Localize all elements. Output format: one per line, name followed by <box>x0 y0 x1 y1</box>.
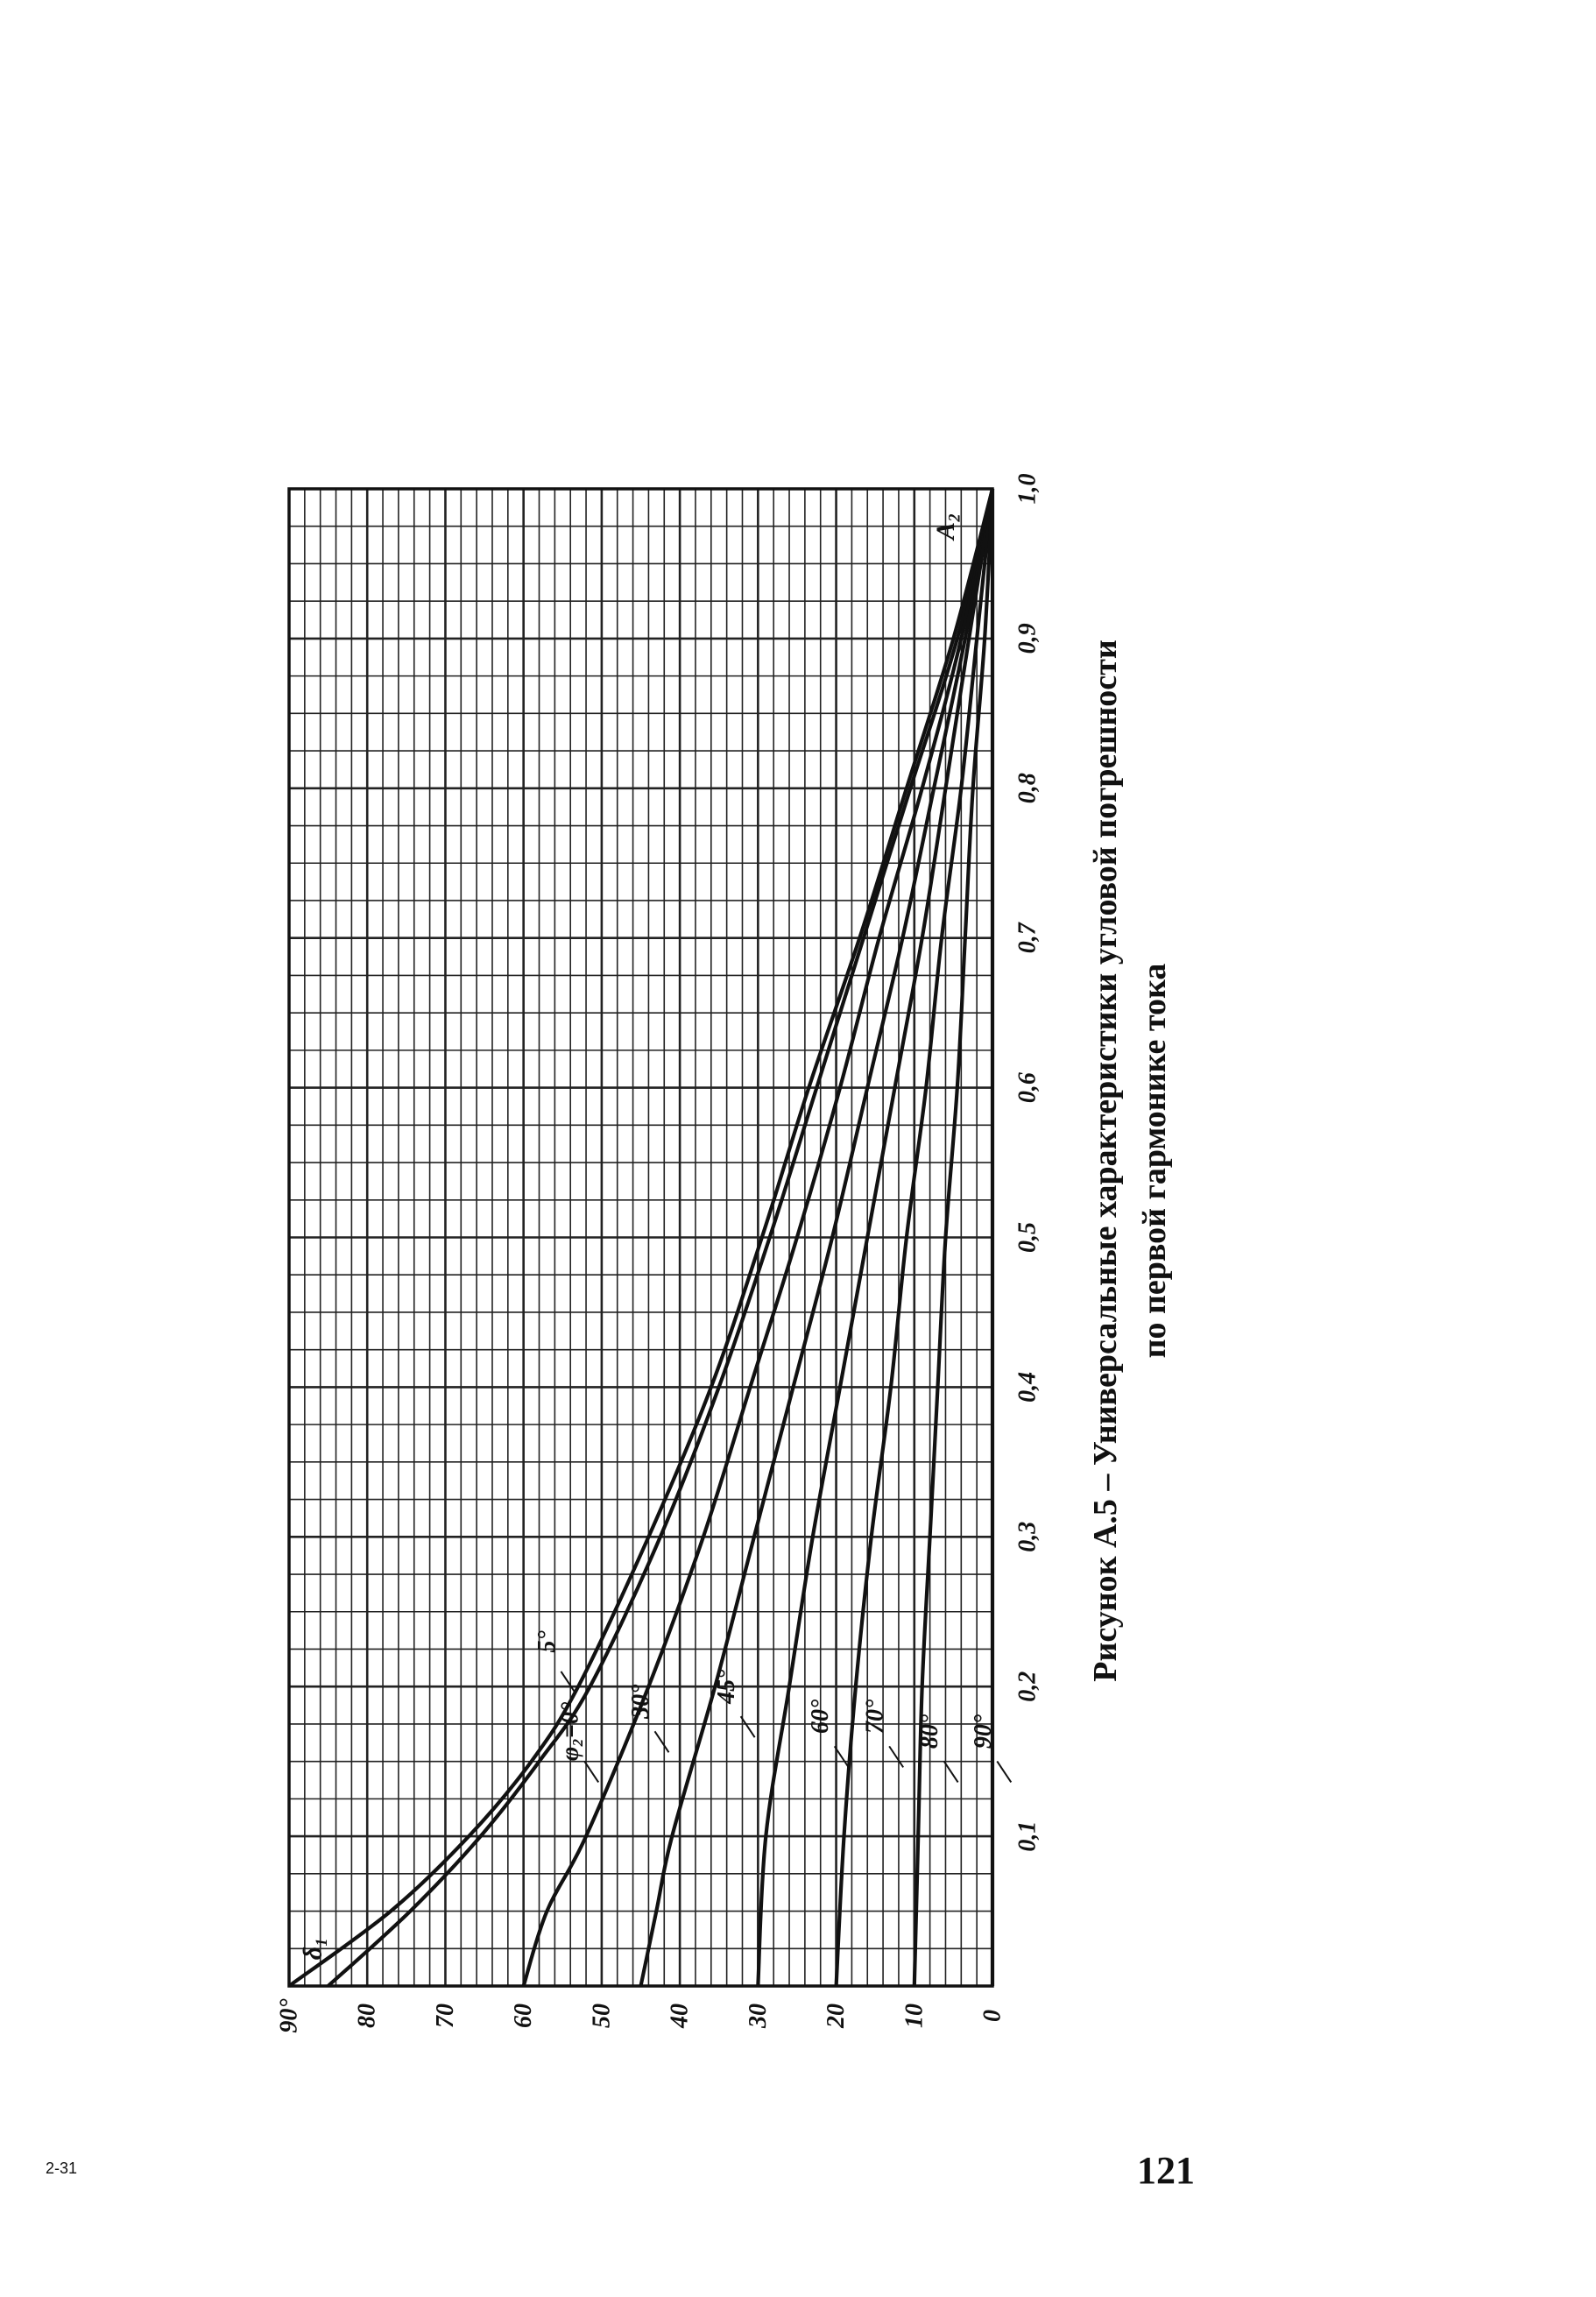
curve-annotation: φ₂=0° <box>556 1701 584 1762</box>
x-tick-label: 0,2 <box>1013 1671 1042 1702</box>
y-tick-label: 0 <box>978 2010 1006 2022</box>
caption-line-1: Рисунок А.5 – Универсальные характеристики угловой погрешности <box>1087 640 1124 1682</box>
y-tick-label: 70 <box>431 2004 459 2028</box>
y-tick-label: 90° <box>275 1998 303 2033</box>
annotation-leader <box>561 1672 575 1693</box>
x-tick-label: 0,6 <box>1013 1072 1042 1104</box>
chart-grid <box>289 489 992 1986</box>
x-axis-label: A₂ <box>930 512 960 540</box>
annotation-leader <box>889 1746 903 1767</box>
x-tick-label: 0,9 <box>1013 623 1042 654</box>
curve-annotation: 60° <box>807 1699 835 1734</box>
annotation-leader <box>655 1731 669 1752</box>
page-number: 121 <box>1137 2149 1195 2192</box>
curve-annotation: 5° <box>533 1630 561 1653</box>
x-tick-label: 0,7 <box>1013 922 1042 954</box>
y-axis-label: δ₁ <box>298 1937 328 1961</box>
y-tick-label: 40 <box>666 2004 694 2028</box>
document-mark: 2-31 <box>46 2159 78 2177</box>
caption-line-2: по первой гармонике тока <box>1136 963 1173 1359</box>
x-tick-label: 1,0 <box>1013 473 1042 505</box>
curve-annotation: 45° <box>713 1669 741 1704</box>
curve-annotation: 80° <box>916 1714 944 1749</box>
y-tick-label: 30 <box>744 2004 772 2028</box>
x-tick-label: 0,5 <box>1013 1222 1042 1253</box>
y-tick-label: 50 <box>588 2004 616 2028</box>
y-tick-label: 60 <box>510 2004 538 2028</box>
y-tick-label: 20 <box>823 2004 851 2028</box>
annotation-leader <box>997 1761 1011 1782</box>
x-tick-label: 0,1 <box>1013 1820 1042 1852</box>
curve-annotation: 30° <box>627 1684 654 1719</box>
y-tick-label: 10 <box>900 2004 929 2028</box>
x-tick-label: 0,4 <box>1013 1371 1042 1403</box>
x-tick-label: 0,3 <box>1013 1521 1042 1552</box>
y-tick-label: 80 <box>353 2004 381 2028</box>
x-tick-label: 0,8 <box>1013 773 1042 804</box>
curve-annotation: 90° <box>969 1714 997 1749</box>
curve-annotation: 70° <box>861 1699 889 1734</box>
